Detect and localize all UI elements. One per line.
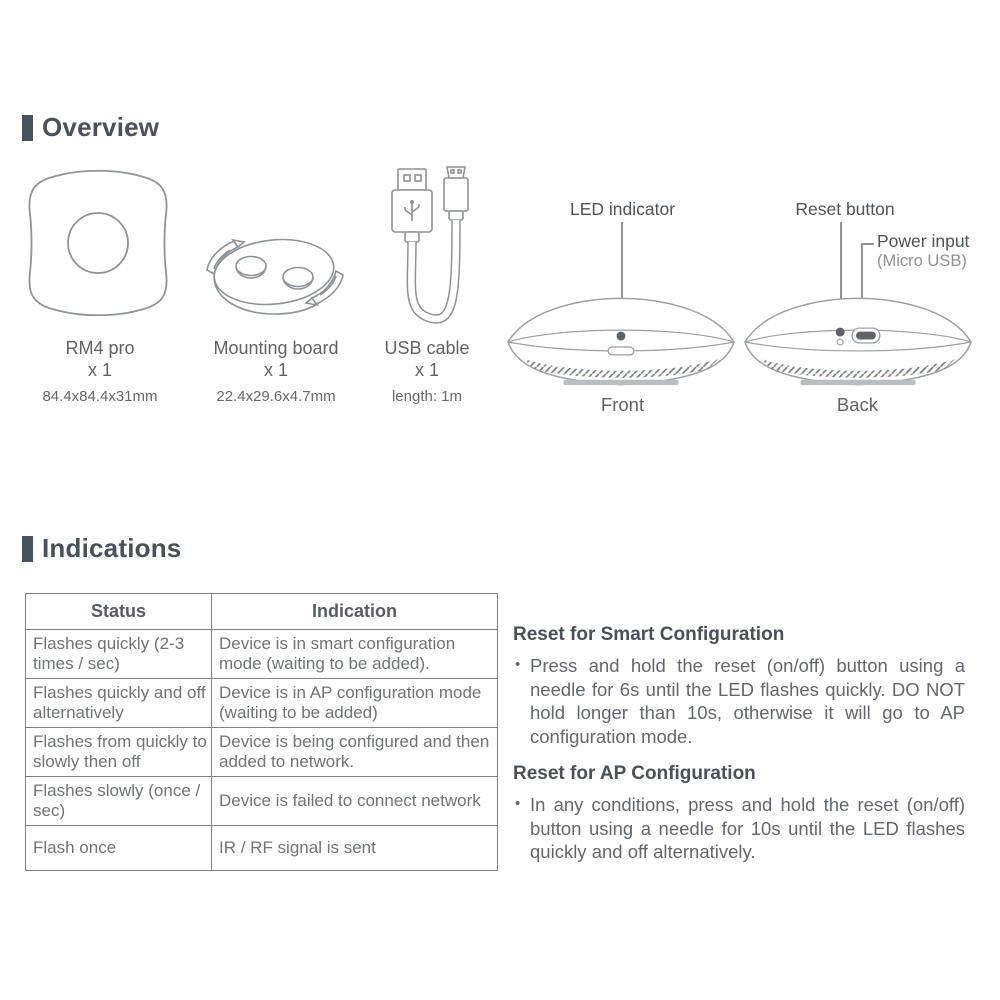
usb-cable-drawing [378, 155, 478, 335]
indications-header [22, 533, 181, 564]
table-row [26, 728, 498, 777]
device-front-drawing [502, 290, 740, 395]
back-view-label: Back [836, 394, 879, 415]
item-name: Mounting board [213, 338, 339, 358]
back-base-strip [800, 380, 915, 385]
note-text: Press and hold the reset (on/off) button using a needle for 6s until the LED flashes quickly. DO NOT hold longer than 10s, otherwise it will go to AP configuration mode. [530, 655, 965, 747]
status-cell: Flash once [26, 826, 212, 871]
led-indicator-dot [617, 332, 626, 341]
indication-cell: Device is being configured and then added to network. [212, 728, 498, 777]
bullet-dot-icon: • [515, 795, 521, 812]
reset-notes [513, 624, 965, 879]
item-name: USB cable [384, 338, 470, 358]
section-bullet-icon [22, 536, 33, 562]
bullet-dot-icon: • [515, 656, 521, 673]
note-text: In any conditions, press and hold the reset (on/off) button using a needle for 10s until the LED flashes quickly and off alternatively. [530, 794, 965, 862]
note-heading-ap: Reset for AP Configuration [513, 763, 756, 784]
item-caption-board [201, 337, 351, 406]
rm4-pro-drawing [23, 166, 173, 320]
item-qty: x 1 [87, 360, 112, 380]
table-header-row [26, 594, 498, 630]
device-back-drawing [739, 290, 977, 395]
power-input-label [877, 231, 969, 271]
reset-pin-hole [837, 339, 843, 345]
status-cell: Flashes quickly and off alternatively [26, 679, 212, 728]
indication-cell: Device is in AP configuration mode (waiting to be added) [212, 679, 498, 728]
indications-table [25, 593, 498, 871]
status-cell: Flashes quickly (2-3 times / sec) [26, 630, 212, 679]
indication-cell: IR / RF signal is sent [212, 826, 498, 871]
led-indicator-label: LED indicator [569, 199, 676, 219]
status-cell: Flashes from quickly to slowly then off [26, 728, 212, 777]
table-row [26, 777, 498, 826]
reset-button-pin [836, 328, 845, 337]
item-dims: 84.4x84.4x31mm [42, 388, 158, 405]
column-header-status: Status [26, 594, 212, 630]
note-heading-smart: Reset for Smart Configuration [513, 624, 785, 645]
item-name: RM4 pro [65, 338, 135, 358]
section-title: Indications [42, 533, 182, 563]
item-caption-usb [352, 337, 502, 406]
table-row [26, 630, 498, 679]
item-dims: length: 1m [391, 388, 463, 405]
item-qty: x 1 [263, 360, 288, 380]
table-row [26, 826, 498, 871]
section-title: Overview [42, 112, 160, 142]
status-cell: Flashes slowly (once / sec) [26, 777, 212, 826]
front-base-strip [563, 380, 678, 385]
note-bullet-smart [513, 654, 965, 748]
overview-header [22, 112, 159, 143]
table-row [26, 679, 498, 728]
item-dims: 22.4x29.6x4.7mm [216, 388, 336, 405]
item-qty: x 1 [414, 360, 439, 380]
power-input-line2: (Micro USB) [877, 252, 967, 270]
note-bullet-ap [513, 793, 965, 864]
front-slot [608, 347, 634, 355]
power-input-line1: Power input [877, 231, 970, 251]
power-leader-line-h [861, 243, 874, 245]
mounting-board-drawing [200, 228, 350, 340]
micro-usb-port-inner [856, 332, 876, 340]
item-caption-rm4 [25, 337, 175, 406]
column-header-indication: Indication [212, 594, 498, 630]
rm4-button-circle [68, 213, 128, 273]
indication-cell: Device is failed to connect network [212, 777, 498, 826]
reset-button-label: Reset button [795, 199, 895, 219]
section-bullet-icon [22, 115, 33, 141]
indication-cell: Device is in smart configuration mode (waiting to be added). [212, 630, 498, 679]
front-view-label: Front [600, 394, 645, 415]
